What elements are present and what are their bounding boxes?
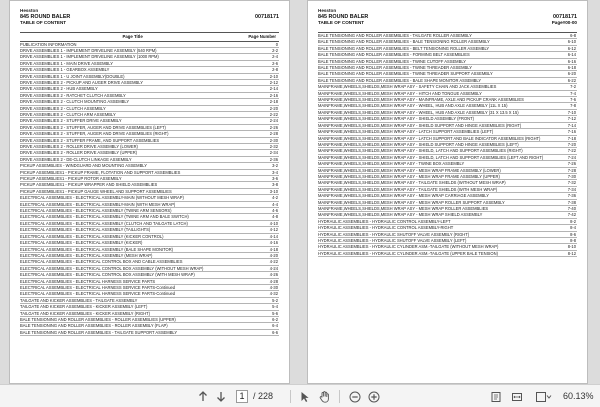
model-title: 845 ROUND BALER xyxy=(20,14,71,20)
toc-entry-title: ELECTRICAL ASSEMBLIES - ELECTRICAL ASSEMBLY (CLUTCH AND TAILGATE LATCH) xyxy=(20,220,245,226)
toc-entry-title: MAINFRAME,WHEELS,SHIELDS,MESH WRAP ASY - TAILGATE SHIELDS (WITHOUT MESH WRAP) xyxy=(318,180,543,186)
zoom-menu-button[interactable] xyxy=(533,390,555,403)
toc-entry-title: DRIVE ASSEMBLIES 2 - CLUTCH ASSEMBLY xyxy=(20,105,245,111)
doc-number: 00718171 xyxy=(255,14,279,20)
toc-entry-page: 2-22 xyxy=(245,111,279,117)
toc-table xyxy=(318,33,577,257)
toc-entry-title: PICKUP ASSEMBLIES1 - PICKUP GAUGE WHEEL AND SUPPORT ASSEMBLIES xyxy=(20,188,245,194)
toc-entry-title: ELECTRICAL ASSEMBLIES - ELECTRICAL ASSEMBLY (MESH WRAP) xyxy=(20,252,245,258)
toc-entry-page: 6-12 xyxy=(543,45,577,51)
dropdown-caret-icon xyxy=(536,392,552,402)
toc-row[interactable] xyxy=(318,154,577,160)
toc-entry-title: BALE TENSIONING AND ROLLER ASSEMBLIES - BALE TENSIONING ROLLER ASSEMBLY xyxy=(318,39,543,45)
toc-entry-title: MAINFRAME,WHEELS,SHIELDS,MESH WRAP ASY - WHEEL, HUB AND AXLE ASSEMBLY (31 X 13.5 X 15) xyxy=(318,109,543,115)
toc-entry-title: ELECTRICAL ASSEMBLIES - ELECTRICAL ASSEMBLY-MAIN (WITHOUT MESH WRAP) xyxy=(20,195,245,201)
toc-entry-title: MAINFRAME,WHEELS,SHIELDS,MESH WRAP ASY - MESH WRAP ROLLER SUPPORT ASSEMBLY xyxy=(318,199,543,205)
arrow-up-icon xyxy=(198,391,208,402)
toc-entry-title: ELECTRICAL ASSEMBLIES - ELECTRICAL ASSEMBLY (TAILLIGHTS) xyxy=(20,227,245,233)
toc-entry-page: 2-20 xyxy=(245,105,279,111)
toc-entry-page: 7-32 xyxy=(543,180,577,186)
doc-number: 00718171 xyxy=(553,14,577,20)
toc-entry-page: 7-8 xyxy=(543,103,577,109)
toc-entry-title: MAINFRAME,WHEELS,SHIELDS,MESH WRAP ASY - LATCH SUPPORT AND BALE INDICATOR ASSEMBLIES (RIGHT) xyxy=(318,135,543,141)
page-down-button[interactable] xyxy=(214,390,228,403)
toc-entry-page: 7-10 xyxy=(543,109,577,115)
toc-entry-title: BALE TENSIONING AND ROLLER ASSEMBLIES - ROLLER ASSEMBLY (FLAP) xyxy=(20,323,245,329)
toc-entry-title: HYDRAULIC ASSEMBLIES - HYDRAULIC CONTROL ASSEMBLY-LEFT xyxy=(318,218,543,224)
toc-entry-page: 6-4 xyxy=(245,323,279,329)
select-tool-button[interactable] xyxy=(298,390,312,403)
toc-entry-page: 2-28 xyxy=(245,131,279,137)
toc-entry-page: 8-8 xyxy=(543,238,577,244)
toc-entry-page: 7-14 xyxy=(543,122,577,128)
toc-entry-title: MAINFRAME,WHEELS,SHIELDS,MESH WRAP ASY - SHIELD SUPPORT AND HINGE ASSEMBLIES (RIGHT) xyxy=(318,122,543,128)
toc-row[interactable] xyxy=(20,329,279,335)
toc-entry-page: 6-22 xyxy=(543,77,577,83)
toc-entry-title: MAINFRAME,WHEELS,SHIELDS,MESH WRAP ASY - SHIELD ASSEMBLY (FRONT) xyxy=(318,116,543,122)
toc-entry-page: 7-2 xyxy=(543,84,577,90)
zoom-out-button[interactable] xyxy=(348,390,362,403)
toc-entry-page: 2-10 xyxy=(245,73,279,79)
toc-entry-page: 7-24 xyxy=(543,154,577,160)
toc-entry-page: 3-6 xyxy=(245,176,279,182)
toc-body xyxy=(318,33,577,257)
toc-entry-title: ELECTRICAL ASSEMBLIES - ELECTRICAL HARNESS SERVICE PARTS-Continued xyxy=(20,291,245,297)
toc-entry-page: 7-22 xyxy=(543,148,577,154)
toc-entry-page: 8-4 xyxy=(543,225,577,231)
toc-entry-title: ELECTRICAL ASSEMBLIES - ELECTRICAL CONTROL BOX ASSEMBLY (WITHOUT MESH WRAP) xyxy=(20,265,245,271)
toc-entry-page: 4-16 xyxy=(245,240,279,246)
toc-entry-page: 2-26 xyxy=(245,124,279,130)
toc-entry-page: 4-18 xyxy=(245,246,279,252)
toc-entry-page: 4-30 xyxy=(245,284,279,290)
hand-icon xyxy=(319,391,330,403)
toc-entry-page: 4-12 xyxy=(245,227,279,233)
toc-entry-page: 6-16 xyxy=(543,58,577,64)
toc-entry-title: ELECTRICAL ASSEMBLIES - ELECTRICAL ASSEMBLY (TWINE ARM AND BALE SWITCH) xyxy=(20,214,245,220)
page-header xyxy=(318,8,577,32)
toc-entry-page: 3-4 xyxy=(245,169,279,175)
toc-entry-title: MAINFRAME,WHEELS,SHIELDS,MESH WRAP ASY - MESH WRAP FRAME ASSEMBLY (UPPER) xyxy=(318,173,543,179)
toc-entry-title: MAINFRAME,WHEELS,SHIELDS,MESH WRAP ASY - MAINFRAME, AXLE AND PICKUP CRANK ASSEMBLIES xyxy=(318,97,543,103)
page-right xyxy=(307,0,588,384)
zoom-level[interactable]: 60.13% xyxy=(563,391,594,401)
toc-entry-title: HYDRAULIC ASSEMBLIES - HYDRAULIC SHUTOFF VALVE ASSEMBLY (LEFT) xyxy=(318,238,543,244)
toc-entry-page: 2-30 xyxy=(245,137,279,143)
toc-entry-title: DRIVE ASSEMBLIES 2 - DE-CLUTCH LINKAGE ASSEMBLY xyxy=(20,156,245,162)
toc-entry-title: BALE TENSIONING AND ROLLER ASSEMBLIES - TAILGATE SUPPORT ASSEMBLY xyxy=(20,329,245,335)
toc-entry-page: 6-10 xyxy=(543,39,577,45)
toc-entry-page: 8-10 xyxy=(543,244,577,250)
toc-entry-page: 4-10 xyxy=(245,220,279,226)
toc-entry-title: DRIVE ASSEMBLIES 2 - ROLLER DRIVE ASSEMBLY (LOWER) xyxy=(20,144,245,150)
toc-entry-page: 7-12 xyxy=(543,116,577,122)
toc-entry-page: 6-18 xyxy=(543,65,577,71)
toc-row[interactable] xyxy=(318,135,577,141)
col-header-title: Page Title xyxy=(20,33,245,42)
toc-entry-title: MAINFRAME,WHEELS,SHIELDS,MESH WRAP ASY - SAFETY CHAIN AND JACK ASSEMBLIES xyxy=(318,84,543,90)
page-number-input[interactable]: 1 xyxy=(236,390,248,403)
toc-entry-page: 6-14 xyxy=(543,52,577,58)
page-total: / 228 xyxy=(253,391,274,401)
toc-entry-title: DRIVE ASSEMBLIES 2 - CLUTCH ARM ASSEMBLY xyxy=(20,111,245,117)
toc-entry-page: 6-8 xyxy=(543,33,577,39)
toc-entry-page: 4-26 xyxy=(245,272,279,278)
toc-entry-title: MAINFRAME,WHEELS,SHIELDS,MESH WRAP ASY - MESH WRAP FRAME ASSEMBLY (LOWER) xyxy=(318,167,543,173)
toc-entry-title: ELECTRICAL ASSEMBLIES - ELECTRICAL CONTROL BOX AND CABLE ASSEMBLIES xyxy=(20,259,245,265)
toc-entry-title: PUBLICATION INFORMATION xyxy=(20,41,245,47)
toc-entry-title: MAINFRAME,WHEELS,SHIELDS,MESH WRAP ASY - SHIELD, LATCH AND SUPPORT ASSEMBLIES (RIGHT) xyxy=(318,148,543,154)
toc-entry-page: 8-12 xyxy=(543,250,577,256)
toc-entry-title: TAILGATE AND KICKER ASSEMBLIES - KICKER ASSEMBLY (LEFT) xyxy=(20,304,245,310)
toc-entry-page: 4-24 xyxy=(245,265,279,271)
toc-entry-page: 2-6 xyxy=(245,60,279,66)
toc-entry-title: HYDRAULIC ASSEMBLIES - HYDRAULIC CYLINDER ASM.-TAILGATE (WITHOUT MESH WRAP) xyxy=(318,244,543,250)
fit-page-icon xyxy=(490,391,502,403)
toc-entry-page: 3-2 xyxy=(245,163,279,169)
toc-entry-title: DRIVE ASSEMBLIES 2 - HUB ASSEMBLY xyxy=(20,86,245,92)
toc-entry-title: MAINFRAME,WHEELS,SHIELDS,MESH WRAP ASY - MESH WRAP ROLLER ASSEMBLIES xyxy=(318,205,543,211)
toc-entry-page: 2-14 xyxy=(245,86,279,92)
toc-entry-page: 4-22 xyxy=(245,259,279,265)
toc-entry-title: BALE TENSIONING AND ROLLER ASSEMBLIES - TWINE THREADER ASSEMBLY xyxy=(318,65,543,71)
toc-entry-page: 6-20 xyxy=(543,71,577,77)
toc-entry-title: ELECTRICAL ASSEMBLIES - ELECTRICAL CONTROL BOX ASSEMBLY (WITH MESH WRAP) xyxy=(20,272,245,278)
toc-entry-page: 5-2 xyxy=(245,297,279,303)
page-up-button[interactable] xyxy=(196,390,210,403)
col-header-page: Page Number xyxy=(245,33,279,42)
toc-entry-title: TAILGATE AND KICKER ASSEMBLIES - TAILGATE ASSEMBLY xyxy=(20,297,245,303)
toc-entry-page: 7-38 xyxy=(543,199,577,205)
toc-entry-title: HYDRAULIC ASSEMBLIES - HYDRAULIC CYLINDER ASM.-TAILGATE (UPPER BALE TENSION) xyxy=(318,250,543,256)
cursor-arrow-icon xyxy=(300,391,310,403)
toc-entry-title: PICKUP ASSEMBLIES1 - PICKUP ROTOR ASSEMBLY xyxy=(20,176,245,182)
toc-entry-title: DRIVE ASSEMBLIES 2 - RATCHET CLUTCH ASSEMBLY xyxy=(20,92,245,98)
toc-entry-title: BALE TENSIONING AND ROLLER ASSEMBLIES - TWINE THREADER SUPPORT ASSEMBLY xyxy=(318,71,543,77)
toc-entry-page: 3-8 xyxy=(245,182,279,188)
toc-entry-page: 7-18 xyxy=(543,135,577,141)
toc-entry-title: TAILGATE AND KICKER ASSEMBLIES - KICKER ASSEMBLY (RIGHT) xyxy=(20,310,245,316)
toc-entry-title: ELECTRICAL ASSEMBLIES - ELECTRICAL HARNESS SERVICE PARTS xyxy=(20,278,245,284)
page-label: Page#00-00 xyxy=(551,20,577,25)
toc-entry-title: ELECTRICAL ASSEMBLIES - ELECTRICAL ASSEMBLY (BALE SHAPE MONITOR) xyxy=(20,246,245,252)
toc-entry-title: DRIVE ASSEMBLIES 2 - CLUTCH MOUNTING ASSEMBLY xyxy=(20,99,245,105)
toc-entry-page: 2-18 xyxy=(245,99,279,105)
toc-entry-title: MAINFRAME,WHEELS,SHIELDS,MESH WRAP ASY - SHIELD, LATCH AND SUPPORT ASSEMBLIES (LEFT AND RIGHT) xyxy=(318,154,544,160)
arrow-down-icon xyxy=(216,391,226,402)
toc-entry-page: 2-2 xyxy=(245,47,279,53)
toc-entry-page: 2-32 xyxy=(245,144,279,150)
toc-entry-page: 7-28 xyxy=(543,167,577,173)
toc-entry-page: 2-8 xyxy=(245,67,279,73)
toc-entry-title: PICKUP ASSEMBLIES1 - PICKUP FRAME, FLOTATION AND SUPPORT ASSEMBLIES xyxy=(20,169,245,175)
toc-entry-page: 2-24 xyxy=(245,118,279,124)
toc-entry-page: 4-6 xyxy=(245,208,279,214)
toc-entry-title: ELECTRICAL ASSEMBLIES - ELECTRICAL HARNESS SERVICE PARTS-Continued xyxy=(20,284,245,290)
toc-entry-title: DRIVE ASSEMBLIES 1 - IMPLEMENT DRIVELINE ASSEMBLY (1000 RPM) xyxy=(20,54,245,60)
model-title: 845 ROUND BALER xyxy=(318,14,369,20)
toc-entry-page: 2-12 xyxy=(245,79,279,85)
toc-entry-page: 7-34 xyxy=(543,186,577,192)
toc-entry-title: MAINFRAME,WHEELS,SHIELDS,MESH WRAP ASY - MESH WRAP SHIELD ASSEMBLY xyxy=(318,212,543,218)
toc-table xyxy=(20,32,279,336)
toc-entry-page: 7-6 xyxy=(543,97,577,103)
toc-entry-page: 4-8 xyxy=(245,214,279,220)
fit-width-icon xyxy=(511,391,523,403)
toc-entry-page: 7-30 xyxy=(543,173,577,179)
toc-entry-page: 4-4 xyxy=(245,201,279,207)
toc-entry-page: 7-26 xyxy=(543,161,577,167)
toc-entry-page: 4-28 xyxy=(245,278,279,284)
page-left xyxy=(9,0,290,384)
toc-entry-page: 4-2 xyxy=(245,195,279,201)
toc-label: TABLE OF CONTENT xyxy=(20,20,67,25)
toc-entry-page: 8-6 xyxy=(543,231,577,237)
toc-header-row xyxy=(20,33,279,42)
toc-entry-title: BALE TENSIONING AND ROLLER ASSEMBLIES - BELT TENSIONING ROLLER ASSEMBLY xyxy=(318,45,543,51)
viewer-toolbar xyxy=(0,384,600,407)
brand-name: Hesston xyxy=(318,8,337,13)
toc-entry-title: DRIVE ASSEMBLIES 2 - ROLLER DRIVE ASSEMBLY (UPPER) xyxy=(20,150,245,156)
toc-entry-title: BALE TENSIONING AND ROLLER ASSEMBLIES - TWINE CUTOFF ASSEMBLY xyxy=(318,58,543,64)
toc-entry-title: MAINFRAME,WHEELS,SHIELDS,MESH WRAP ASY - WHEEL, HUB AND AXLE ASSEMBLY (11L X 15) xyxy=(318,103,543,109)
toc-entry-page: 0 xyxy=(245,41,279,47)
toc-row[interactable] xyxy=(318,250,577,256)
toc-entry-page: 2-4 xyxy=(245,54,279,60)
toc-entry-page: 7-20 xyxy=(543,141,577,147)
toc-entry-page: 2-36 xyxy=(245,156,279,162)
zoom-in-button[interactable] xyxy=(367,390,381,403)
toc-entry-title: DRIVE ASSEMBLIES 2 - STUFFER DRIVE ASSEMBLY xyxy=(20,118,245,124)
toc-entry-page: 4-14 xyxy=(245,233,279,239)
toc-entry-page: 4-32 xyxy=(245,291,279,297)
toc-entry-title: BALE TENSIONING AND ROLLER ASSEMBLIES - ROLLER ASSEMBLIES (UPPER) xyxy=(20,316,245,322)
toc-entry-title: DRIVE ASSEMBLIES 2 - STUFFER FRAME, AND SUPPORT ASSEMBLIES xyxy=(20,137,245,143)
toc-body xyxy=(20,41,279,336)
hand-tool-button[interactable] xyxy=(317,390,331,403)
toc-entry-title: DRIVE ASSEMBLIES 1 - GEARBOX ASSEMBLY xyxy=(20,67,245,73)
toc-entry-title: HYDRAULIC ASSEMBLIES - HYDRAULIC CONTROL ASSEMBLY-RIGHT xyxy=(318,225,543,231)
toc-entry-title: DRIVE ASSEMBLIES 1 - IMPLEMENT DRIVELINE ASSEMBLY (540 RPM) xyxy=(20,47,245,53)
toc-entry-page: 2-16 xyxy=(245,92,279,98)
toc-entry-page: 7-42 xyxy=(543,212,577,218)
toc-entry-title: MAINFRAME,WHEELS,SHIELDS,MESH WRAP ASY - SHIELD SUPPORT AND HINGE ASSEMBLIES (LEFT) xyxy=(318,141,543,147)
toc-entry-title: ELECTRICAL ASSEMBLIES - ELECTRICAL ASSEMBLY-MAIN (WITH MESH WRAP) xyxy=(20,201,245,207)
toc-entry-title: DRIVE ASSEMBLIES 2 - STUFFER, AUGER AND DRIVE ASSEMBLIES (RIGHT) xyxy=(20,131,245,137)
toolbar-separator xyxy=(290,390,291,403)
page-header xyxy=(20,8,279,32)
brand-name: Hesston xyxy=(20,8,39,13)
toc-entry-page: 4-20 xyxy=(245,252,279,258)
toc-entry-page: 7-36 xyxy=(543,193,577,199)
toc-entry-title: BALE TENSIONING AND ROLLER ASSEMBLIES - BALE SHAPE MONITOR ASSEMBLY xyxy=(318,77,543,83)
toc-entry-title: MAINFRAME,WHEELS,SHIELDS,MESH WRAP ASY - TAILGATE SHIELDS (WITH MESH WRAP) xyxy=(318,186,543,192)
toc-entry-title: DRIVE ASSEMBLIES 1 - MAIN DRIVE ASSEMBLY xyxy=(20,60,245,66)
plus-circle-icon xyxy=(368,391,380,403)
toc-entry-title: BALE TENSIONING AND ROLLER ASSEMBLIES - TAILGATE ROLLER ASSEMBLY xyxy=(318,33,543,39)
toc-entry-page: 6-2 xyxy=(245,316,279,322)
toc-entry-title: ELECTRICAL ASSEMBLIES - ELECTRICAL ASSEMBLY (KICKER) xyxy=(20,240,245,246)
toc-entry-page: 7-16 xyxy=(543,129,577,135)
toc-entry-title: PICKUP ASSEMBLIES1 - PICKUP WRAPPER AND SHIELD ASSEMBLIES xyxy=(20,182,245,188)
toc-entry-title: MAINFRAME,WHEELS,SHIELDS,MESH WRAP ASY - LATCH SUPPORT ASSEMBLIES (LEFT) xyxy=(318,129,543,135)
toc-entry-title: MAINFRAME,WHEELS,SHIELDS,MESH WRAP ASY - MESH WRAP CARRIAGE ASSEMBLY xyxy=(318,193,543,199)
toolbar-separator xyxy=(339,390,340,403)
toc-entry-title: DRIVE ASSEMBLIES 2 - STUFFER, AUGER AND DRIVE ASSEMBLIES (LEFT) xyxy=(20,124,245,130)
toc-entry-title: HYDRAULIC ASSEMBLIES - HYDRAULIC SHUTOFF VALVE ASSEMBLY (RIGHT) xyxy=(318,231,543,237)
minus-circle-icon xyxy=(349,391,361,403)
toc-label: TABLE OF CONTENT xyxy=(318,20,365,25)
fit-width-button[interactable] xyxy=(509,390,525,403)
toc-entry-page: 3-10 xyxy=(245,188,279,194)
toc-entry-page: 8-2 xyxy=(543,218,577,224)
toc-entry-title: ELECTRICAL ASSEMBLIES - ELECTRICAL ASSEMBLY (TWINE ARM SENSORS) xyxy=(20,208,245,214)
toc-entry-page: 5-4 xyxy=(245,304,279,310)
toc-entry-title: PICKUP ASSEMBLIES - WINDGUARD AND MOUNTING ASSEMBLY xyxy=(20,163,245,169)
toc-entry-page: 2-34 xyxy=(245,150,279,156)
toc-entry-title: ELECTRICAL ASSEMBLIES - ELECTRICAL ASSEMBLY (KICKER CONTROL) xyxy=(20,233,245,239)
fit-page-button[interactable] xyxy=(488,390,504,403)
toc-entry-title: MAINFRAME,WHEELS,SHIELDS,MESH WRAP ASY - HITCH AND TONGUE ASSEMBLY xyxy=(318,90,543,96)
toc-entry-page: 6-6 xyxy=(245,329,279,335)
toc-entry-title: DRIVE ASSEMBLIES 2 - PICKUP AND AUGER DRIVE ASSEMBLY xyxy=(20,79,245,85)
toc-entry-title: MAINFRAME,WHEELS,SHIELDS,MESH WRAP ASY - TWINE BOX ASSEMBLY xyxy=(318,161,543,167)
toc-entry-title: BALE TENSIONING AND ROLLER ASSEMBLIES - FORMING BELT ASSEMBLIES xyxy=(318,52,543,58)
toc-entry-page: 7-40 xyxy=(543,205,577,211)
toc-entry-page: 7-4 xyxy=(543,90,577,96)
toc-entry-page: 5-6 xyxy=(245,310,279,316)
toc-entry-title: DRIVE ASSEMBLIES 1 - U JOINT ASSEMBLY(DOUBLE) xyxy=(20,73,245,79)
